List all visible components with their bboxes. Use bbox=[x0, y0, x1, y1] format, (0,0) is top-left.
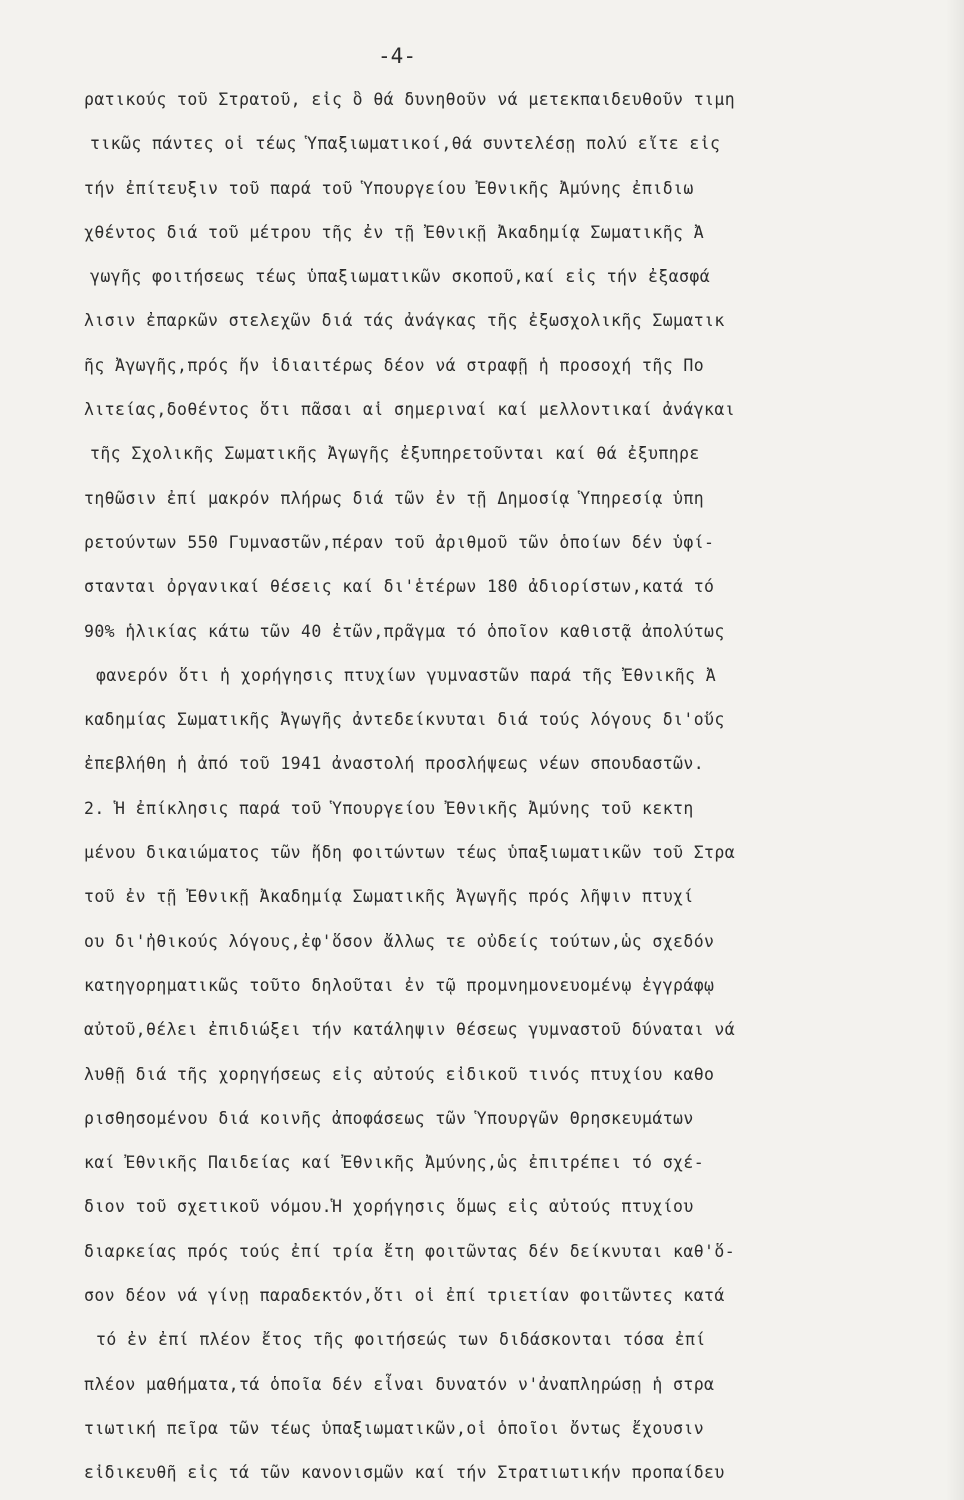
text-line-6: λισιν ἐπαρκῶν στελεχῶν διά τάς ἀνάγκας τῆς ἐξωσχολικῆς Σωματικ bbox=[84, 311, 725, 331]
text-line-13: 90% ἡλικίας κάτω τῶν 40 ἐτῶν,πρᾶγμα τό ὁποῖον καθιστᾷ ἀπολύτως bbox=[84, 621, 725, 641]
page-edge-shadow bbox=[946, 0, 964, 1500]
text-line-25: καί Ἐθνικῆς Παιδείας καί Ἐθνικῆς Ἀμύνης,ὡς ἐπιτρέπει τό σχέ- bbox=[84, 1153, 705, 1173]
text-line-2: τικῶς πάντες οἱ τέως Ὑπαξιωματικοί,θά συντελέσῃ πολύ εἴτε εἰς bbox=[90, 134, 721, 154]
text-line-30: πλέον μαθήματα,τά ὁποῖα δέν εἶναι δυνατόν ν'ἀναπληρώσῃ ἡ στρα bbox=[84, 1374, 715, 1394]
text-line-23: λυθῇ διά τῆς χορηγήσεως εἰς αὐτούς εἰδικοῦ τινός πτυχίου καθο bbox=[84, 1064, 715, 1084]
text-line-11: ρετούντων 550 Γυμναστῶν,πέραν τοῦ ἀριθμοῦ τῶν ὁποίων δέν ὑφί- bbox=[84, 532, 715, 552]
text-line-14: φανερόν ὅτι ἡ χορήγησις πτυχίων γυμναστῶν παρά τῆς Ἐθνικῆς Ἀ bbox=[96, 665, 717, 685]
text-line-28: σον δέον νά γίνῃ παραδεκτόν,ὅτι οἱ ἐπί τριετίαν φοιτῶντες κατά bbox=[84, 1286, 725, 1306]
text-line-32: εἰδικευθῆ εἰς τά τῶν κανονισμῶν καί τήν Στρατιωτικήν προπαίδευ bbox=[84, 1463, 725, 1483]
typed-text-body bbox=[84, 78, 914, 1496]
text-line-18: μένου δικαιώματος τῶν ἤδη φοιτώντων τέως ὑπαξιωματικῶν τοῦ Στρα bbox=[84, 843, 736, 863]
text-line-27: διαρκείας πρός τούς ἐπί τρία ἔτη φοιτῶντας δέν δείκνυται καθ'ὅ- bbox=[84, 1241, 736, 1261]
text-line-7: ῆς Ἀγωγῆς,πρός ἥν ἰδιαιτέρως δέον νά στραφῇ ἡ προσοχή τῆς Πο bbox=[84, 355, 705, 375]
text-line-12: στανται ὀργανικαί θέσεις καί δι'ἑτέρων 180 ἀδιορίστων,κατά τό bbox=[84, 577, 715, 597]
text-line-16: ἐπεβλήθη ἡ ἀπό τοῦ 1941 ἀναστολή προσλήψεως νέων σπουδαστῶν. bbox=[84, 754, 705, 774]
text-line-1: ρατικούς τοῦ Στρατοῦ, εἰς ὃ θά δυνηθοῦν νά μετεκπαιδευθοῦν τιμη bbox=[84, 90, 736, 109]
text-line-22: αὐτοῦ,θέλει ἐπιδιώξει τήν κατάληψιν θέσεως γυμναστοῦ δύναται νά bbox=[84, 1020, 736, 1040]
text-line-9: τῆς Σχολικῆς Σωματικῆς Ἀγωγῆς ἐξυπηρετοῦνται καί θά ἐξυπηρε bbox=[90, 444, 700, 464]
text-line-19: τοῦ ἐν τῇ Ἐθνικῇ Ἀκαδημίᾳ Σωματικῆς Ἀγωγῆς πρός λῆψιν πτυχί bbox=[84, 887, 694, 907]
text-line-20: ου δι'ἠθικούς λόγους,ἐφ'ὅσον ἄλλως τε οὐδείς τούτων,ὡς σχεδόν bbox=[84, 931, 715, 951]
text-line-4: χθέντος διά τοῦ μέτρου τῆς ἐν τῇ Ἐθνικῇ Ἀκαδημίᾳ Σωματικῆς Ἀ bbox=[84, 222, 705, 242]
text-line-5: γωγῆς φοιτήσεως τέως ὑπαξιωματικῶν σκοποῦ,καί εἰς τήν ἐξασφά bbox=[90, 267, 711, 287]
text-line-31: τιωτική πεῖρα τῶν τέως ὑπαξιωματικῶν,οἱ ὁποῖοι ὄντως ἔχουσιν bbox=[84, 1418, 705, 1438]
text-line-15: καδημίας Σωματικῆς Ἀγωγῆς ἀντεδείκνυται διά τούς λόγους δι'οὕς bbox=[84, 710, 725, 730]
text-line-26: διον τοῦ σχετικοῦ νόμου.Ἡ χορήγησις ὅμως εἰς αὐτούς πτυχίου bbox=[84, 1197, 694, 1217]
text-line-8: λιτείας,δοθέντος ὅτι πᾶσαι αἱ σημεριναί καί μελλοντικαί ἀνάγκαι bbox=[84, 400, 736, 420]
text-line-10: τηθῶσιν ἐπί μακρόν πλήρως διά τῶν ἐν τῇ Δημοσίᾳ Ὑπηρεσίᾳ ὑπη bbox=[84, 488, 705, 508]
page-number: -4- bbox=[378, 44, 416, 68]
text-line-21: κατηγορηματικῶς τοῦτο δηλοῦται ἐν τῷ προμνημονευομένῳ ἐγγράφῳ bbox=[84, 975, 715, 995]
text-line-24: ρισθησομένου διά κοινῆς ἀποφάσεως τῶν Ὑπουργῶν Θρησκευμάτων bbox=[84, 1108, 694, 1128]
text-line-3: τήν ἐπίτευξιν τοῦ παρά τοῦ Ὑπουργείου Ἐθνικῆς Ἀμύνης ἐπιδιω bbox=[84, 178, 694, 198]
text-line-29: τό ἐν ἐπί πλέον ἔτος τῆς φοιτήσεώς των διδάσκονται τόσα ἐπί bbox=[96, 1330, 706, 1350]
text-line-17: 2. Ἡ ἐπίκλησις παρά τοῦ Ὑπουργείου Ἐθνικῆς Ἀμύνης τοῦ κεκτη bbox=[84, 798, 694, 818]
